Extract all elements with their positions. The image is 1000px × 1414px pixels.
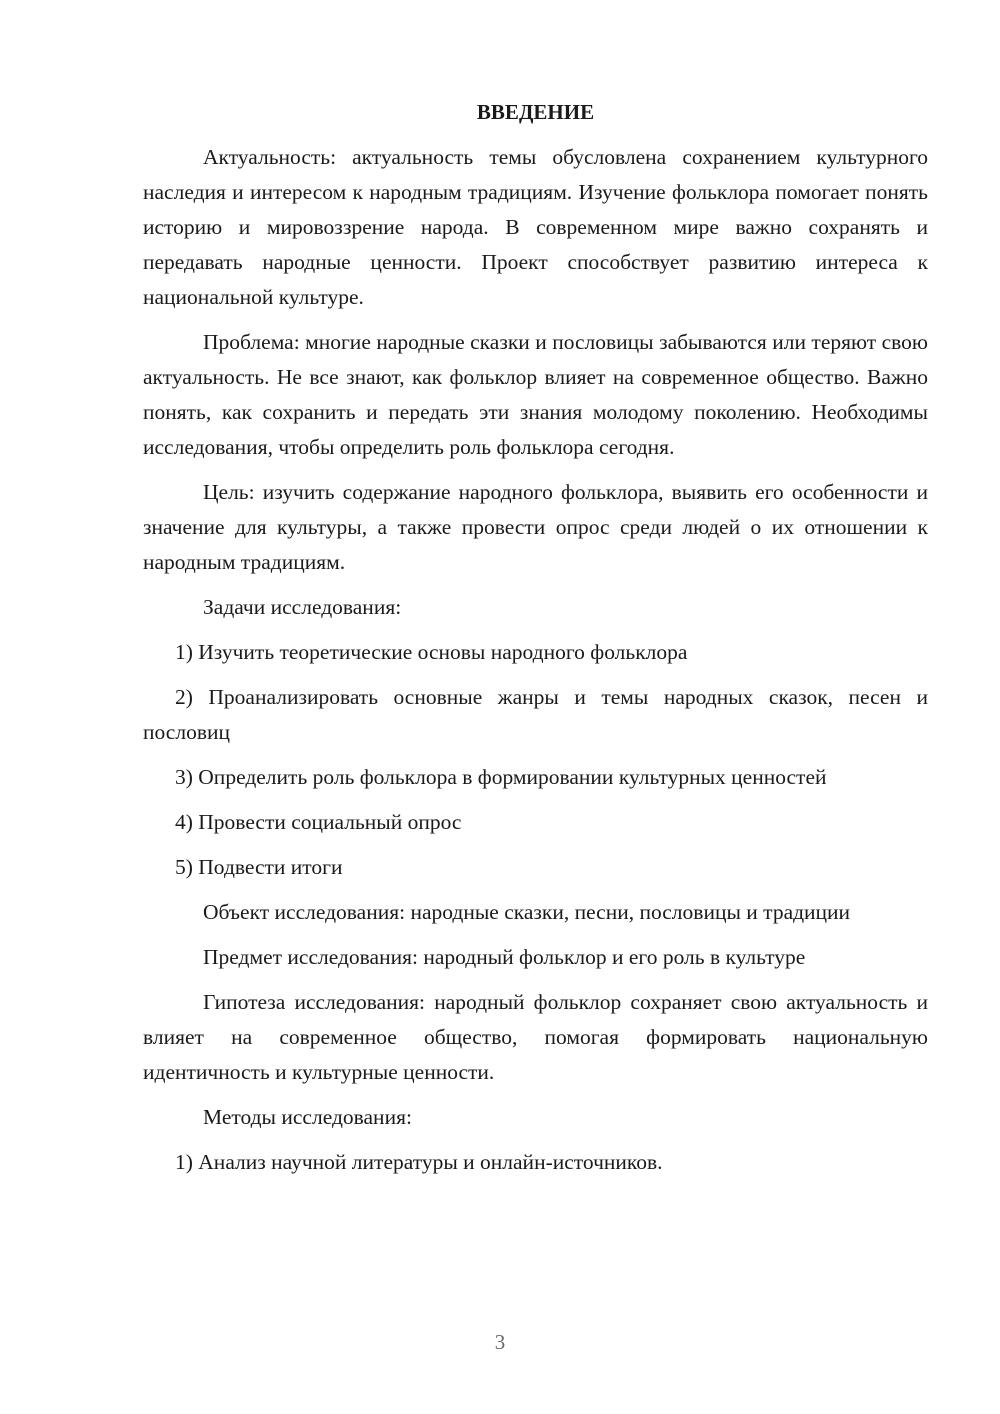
object-paragraph: Объект исследования: народные сказки, песни, пословицы и традиции [203,900,851,924]
section-heading: ВВЕДЕНИЕ [476,100,595,124]
task-item: 2) Проанализировать основные жанры и темы народных сказок, песен и пословиц [143,685,928,744]
methods-heading: Методы исследования: [203,1105,412,1129]
tasks-heading: Задачи исследования: [203,595,402,619]
task-item: 4) Провести социальный опрос [175,810,462,834]
goal-paragraph: Цель: изучить содержание народного фольклора, выявить его особенности и значение для культуры, а также провести опрос среди людей о их отношении к народным традициям. [143,480,928,574]
subject-paragraph: Предмет исследования: народный фольклор и его роль в культуре [203,945,806,969]
problem-paragraph: Проблема: многие народные сказки и пословицы забываются или теряют свою актуальность. Не все знают, как фольклор влияет на современное общество. Важно понять, как сохранить и передать эти знания молодому поколению. Необходимы исследования, чтобы определить роль фольклора сегодня. [143,330,928,459]
hypothesis-paragraph: Гипотеза исследования: народный фольклор сохраняет свою актуальность и влияет на современное общество, помогая формировать национальную идентичность и культурные ценности. [143,990,928,1084]
task-item: 3) Определить роль фольклора в формировании культурных ценностей [175,765,827,789]
page-number: 3 [494,1330,506,1354]
relevance-paragraph: Актуальность: актуальность темы обусловлена сохранением культурного наследия и интересом к народным традициям. Изучение фольклора помогает понять историю и мировоззрение народа. В современном мире важно сохранять и передавать народные ценности. Проект способствует развитию интереса к национальной культуре. [143,145,928,309]
method-item: 1) Анализ научной литературы и онлайн-источников. [175,1150,663,1174]
document-page [143,95,928,1190]
task-item: 1) Изучить теоретические основы народного фольклора [175,640,688,664]
task-item: 5) Подвести итоги [175,855,343,879]
